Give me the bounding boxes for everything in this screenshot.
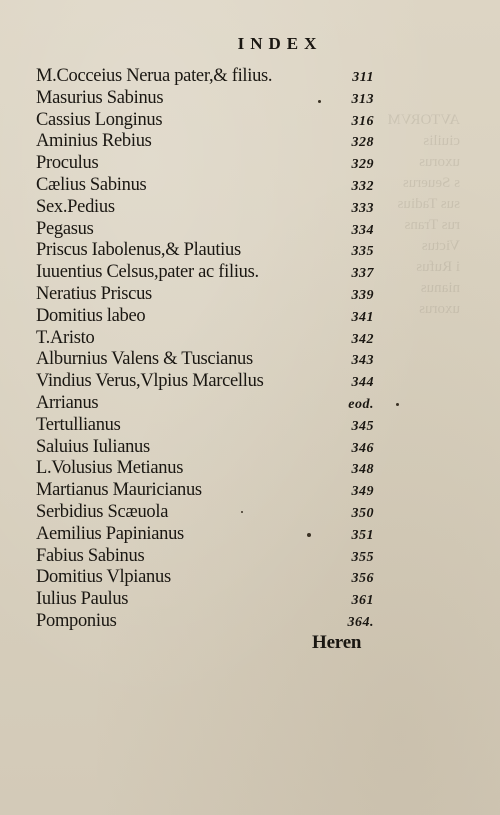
entry-page-number: 343 bbox=[351, 353, 374, 369]
entry-page-number: 351 bbox=[351, 527, 374, 543]
entry-name: Masurius Sabinus bbox=[36, 87, 164, 108]
index-entry bbox=[36, 284, 374, 306]
entry-name: Serbidius Scæuola bbox=[36, 501, 169, 522]
entry-name: M.Cocceius Nerua pater,& filius. bbox=[36, 66, 273, 86]
entry-name: Proculus bbox=[36, 153, 99, 174]
running-head: INDEX bbox=[237, 34, 323, 53]
ink-speck bbox=[307, 533, 311, 537]
entry-page-number: 339 bbox=[351, 287, 374, 303]
entry-page-number: 316 bbox=[351, 113, 374, 129]
index-entry bbox=[36, 371, 374, 393]
entry-name: Domitius Vlpianus bbox=[36, 567, 171, 588]
index-entry bbox=[36, 546, 374, 568]
index-entry bbox=[36, 131, 374, 153]
index-entry bbox=[36, 110, 374, 132]
index-entry bbox=[36, 458, 374, 480]
entry-page-number: 332 bbox=[351, 178, 374, 194]
entry-page-number: 333 bbox=[351, 200, 374, 216]
index-entry bbox=[36, 153, 374, 175]
entry-page-number: 344 bbox=[351, 375, 374, 391]
ink-speck bbox=[241, 511, 243, 513]
entry-name: Aemilius Papinianus bbox=[36, 523, 184, 544]
index-entry bbox=[36, 88, 374, 110]
entry-page-number: 355 bbox=[351, 549, 374, 565]
entry-page-number: 348 bbox=[351, 462, 374, 478]
entry-name: Domitius labeo bbox=[36, 305, 146, 326]
entry-name: L.Volusius Metianus bbox=[36, 458, 184, 479]
entry-name: Neratius Priscus bbox=[36, 283, 152, 304]
entry-page-number: 342 bbox=[351, 331, 374, 347]
index-entry bbox=[36, 219, 374, 241]
index-list bbox=[36, 66, 374, 633]
index-entry bbox=[36, 66, 374, 88]
entry-name: Cælius Sabinus bbox=[36, 174, 147, 195]
index-entry bbox=[36, 349, 374, 371]
entry-page-number: 364. bbox=[347, 614, 374, 630]
entry-page-number: 349 bbox=[351, 484, 374, 500]
entry-name: Martianus Mauricianus bbox=[36, 480, 202, 501]
entry-name: Tertullianus bbox=[36, 414, 121, 435]
index-entry bbox=[36, 175, 374, 197]
index-entry bbox=[36, 306, 374, 328]
entry-page-number: 329 bbox=[351, 157, 374, 173]
index-entry bbox=[36, 240, 374, 262]
entry-page-number: 356 bbox=[351, 571, 374, 587]
index-entry bbox=[36, 480, 374, 502]
entry-name: Sex.Pedius bbox=[36, 196, 115, 217]
entry-name: Fabius Sabinus bbox=[36, 545, 145, 566]
entry-name: Alburnius Valens & Tuscianus bbox=[36, 349, 253, 370]
entry-name: Pegasus bbox=[36, 218, 94, 239]
index-entry bbox=[36, 611, 374, 633]
entry-name: T.Aristo bbox=[36, 327, 95, 348]
entry-page-number: 341 bbox=[351, 309, 374, 325]
entry-page-number: 346 bbox=[351, 440, 374, 456]
entry-page-number: 334 bbox=[351, 222, 374, 238]
index-entry bbox=[36, 567, 374, 589]
entry-page-number: 361 bbox=[351, 593, 374, 609]
index-entry bbox=[36, 589, 374, 611]
entry-name: Arrianus bbox=[36, 392, 99, 413]
entry-page-number: 345 bbox=[351, 418, 374, 434]
entry-name: Priscus Iabolenus,& Plautius bbox=[36, 240, 241, 261]
index-entry bbox=[36, 502, 374, 524]
ink-speck bbox=[318, 100, 321, 103]
entry-page-number: 311 bbox=[352, 70, 374, 85]
entry-page-number: 337 bbox=[351, 266, 374, 282]
entry-page-number: 350 bbox=[351, 505, 374, 521]
catchword: Heren bbox=[312, 632, 362, 653]
entry-name: Iuuentius Celsus,pater ac filius. bbox=[36, 262, 259, 283]
entry-page-number: eod. bbox=[348, 396, 374, 412]
entry-page-number: 328 bbox=[351, 135, 374, 151]
index-entry bbox=[36, 524, 374, 546]
index-entry bbox=[36, 437, 374, 459]
entry-name: Aminius Rebius bbox=[36, 131, 152, 152]
index-entry bbox=[36, 393, 374, 415]
entry-name: Vindius Verus,Vlpius Marcellus bbox=[36, 371, 264, 392]
entry-name: Pomponius bbox=[36, 610, 117, 631]
index-entry bbox=[36, 328, 374, 350]
index-entry bbox=[36, 197, 374, 219]
index-entry bbox=[36, 415, 374, 437]
entry-name: Iulius Paulus bbox=[36, 589, 129, 610]
bleed-through-text: AVTORVM ciuilis uxorus s Seuerus sus Tadius rus Trans Victus i Rufus nianus uxorus bbox=[387, 112, 460, 317]
entry-page-number: 335 bbox=[351, 244, 374, 260]
index-entry bbox=[36, 262, 374, 284]
entry-name: Cassius Longinus bbox=[36, 109, 163, 130]
entry-name: Saluius Iulianus bbox=[36, 436, 150, 457]
ink-speck bbox=[396, 403, 399, 406]
entry-page-number: 313 bbox=[351, 91, 374, 107]
